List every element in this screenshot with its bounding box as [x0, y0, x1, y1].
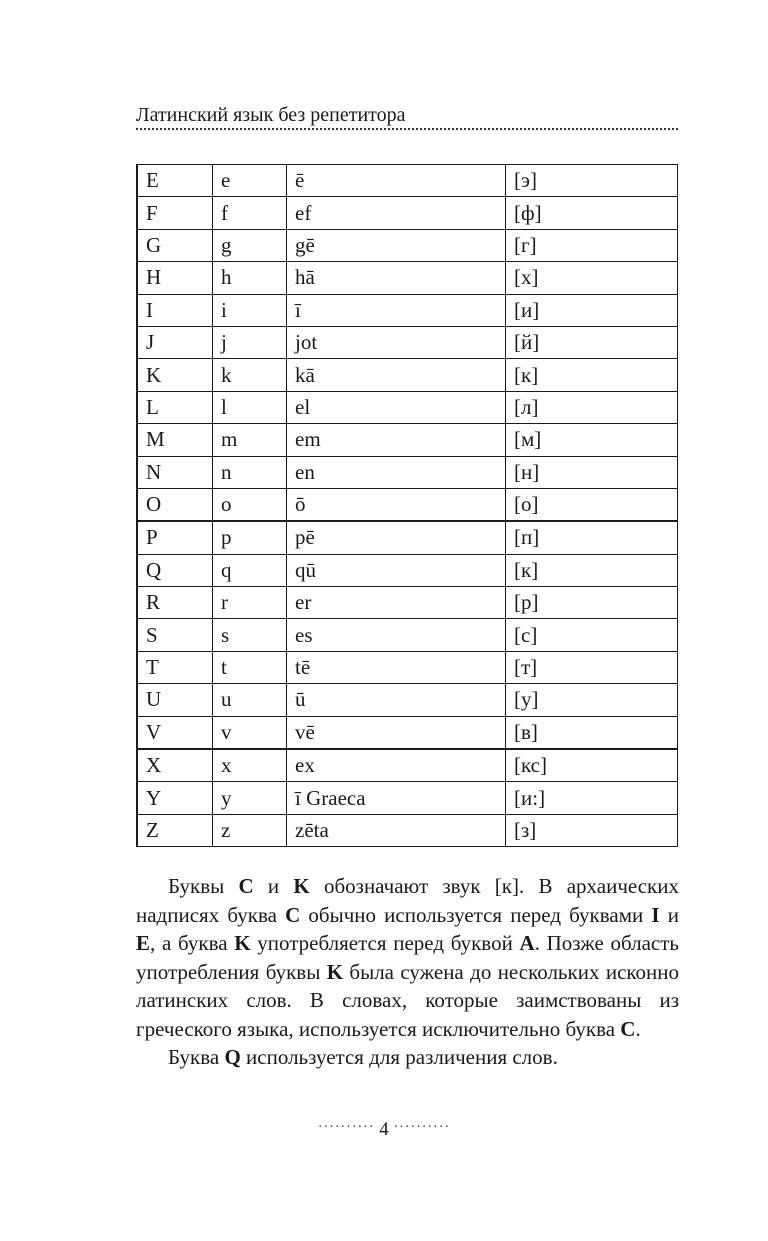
lowercase-letter-cell: n: [213, 456, 287, 488]
pronunciation-cell: [э]: [506, 165, 678, 197]
table-row: [137, 456, 678, 488]
uppercase-letter-cell: Z: [137, 814, 213, 846]
table-row: [137, 521, 678, 554]
table-row: [137, 554, 678, 586]
text-run: используется для различения слов.: [240, 1045, 558, 1069]
table-row: [137, 782, 678, 814]
bold-letter: C: [238, 874, 254, 898]
paragraph-letter-q: [136, 1043, 679, 1072]
uppercase-letter-cell: T: [137, 651, 213, 683]
page-footer: [0, 1116, 768, 1142]
uppercase-letter-cell: X: [137, 749, 213, 782]
uppercase-letter-cell: V: [137, 716, 213, 749]
table-row: [137, 165, 678, 197]
table-row: [137, 262, 678, 294]
pronunciation-cell: [и]: [506, 294, 678, 326]
lowercase-letter-cell: j: [213, 326, 287, 358]
pronunciation-cell: [у]: [506, 684, 678, 716]
uppercase-letter-cell: U: [137, 684, 213, 716]
bold-letter: I: [651, 902, 660, 927]
uppercase-letter-cell: L: [137, 391, 213, 423]
bold-letter: A: [519, 931, 535, 955]
pronunciation-cell: [п]: [506, 521, 678, 554]
lowercase-letter-cell: f: [213, 197, 287, 229]
bold-letter: K: [234, 931, 251, 955]
uppercase-letter-cell: G: [137, 229, 213, 261]
pronunciation-cell: [з]: [506, 814, 678, 846]
letter-name-cell: ī Graeca: [287, 782, 506, 814]
letter-name-cell: ū: [287, 684, 506, 716]
table-row: [137, 359, 678, 391]
letter-name-cell: kā: [287, 359, 506, 391]
uppercase-letter-cell: S: [137, 619, 213, 651]
uppercase-letter-cell: K: [137, 359, 213, 391]
lowercase-letter-cell: g: [213, 229, 287, 261]
table-row: [137, 651, 678, 683]
lowercase-letter-cell: h: [213, 262, 287, 294]
pronunciation-cell: [к]: [506, 554, 678, 586]
text-run: употребляется перед буквой: [250, 931, 520, 955]
lowercase-letter-cell: x: [213, 749, 287, 782]
uppercase-letter-cell: E: [137, 165, 213, 197]
uppercase-letter-cell: F: [137, 197, 213, 229]
letter-name-cell: em: [287, 424, 506, 456]
text-run: .: [635, 1016, 641, 1041]
pronunciation-cell: [г]: [506, 229, 678, 261]
pronunciation-cell: [н]: [506, 456, 678, 488]
lowercase-letter-cell: o: [213, 488, 287, 521]
letter-name-cell: ō: [287, 488, 506, 521]
uppercase-letter-cell: Q: [137, 554, 213, 586]
alphabet-table: [136, 164, 678, 847]
uppercase-letter-cell: H: [137, 262, 213, 294]
letter-name-cell: el: [287, 391, 506, 423]
letter-name-cell: tē: [287, 651, 506, 683]
bold-letter: C: [620, 1016, 636, 1041]
table-row: [137, 391, 678, 423]
text-run: и: [659, 902, 679, 927]
pronunciation-cell: [т]: [506, 651, 678, 683]
pronunciation-cell: [кс]: [506, 749, 678, 782]
bold-letter: K: [326, 959, 344, 984]
lowercase-letter-cell: z: [213, 814, 287, 846]
letter-name-cell: hā: [287, 262, 506, 294]
lowercase-letter-cell: k: [213, 359, 287, 391]
letter-name-cell: vē: [287, 716, 506, 749]
lowercase-letter-cell: m: [213, 424, 287, 456]
footer-dots-left: ··········: [317, 1120, 375, 1135]
uppercase-letter-cell: M: [137, 424, 213, 456]
uppercase-letter-cell: N: [137, 456, 213, 488]
table-row: [137, 326, 678, 358]
uppercase-letter-cell: O: [137, 488, 213, 521]
uppercase-letter-cell: Y: [137, 782, 213, 814]
pronunciation-cell: [й]: [506, 326, 678, 358]
bold-letter: E: [136, 931, 151, 955]
text-run: обозначают звук [к]. В архаических надписях буква: [136, 874, 679, 927]
letter-name-cell: zēta: [287, 814, 506, 846]
pronunciation-cell: [и:]: [506, 782, 678, 814]
bold-letter: K: [293, 874, 310, 898]
text-run: . Позже область употребления буквы: [136, 931, 680, 984]
lowercase-letter-cell: y: [213, 782, 287, 814]
letter-name-cell: gē: [287, 229, 506, 261]
table-row: [137, 749, 678, 782]
letter-name-cell: er: [287, 587, 506, 619]
pronunciation-cell: [о]: [506, 488, 678, 521]
lowercase-letter-cell: v: [213, 716, 287, 749]
table-row: [137, 716, 678, 749]
letter-name-cell: jot: [287, 326, 506, 358]
letter-name-cell: pē: [287, 521, 506, 554]
uppercase-letter-cell: R: [137, 587, 213, 619]
table-row: [137, 619, 678, 651]
lowercase-letter-cell: e: [213, 165, 287, 197]
lowercase-letter-cell: s: [213, 619, 287, 651]
text-run: обычно используется перед буквами: [300, 902, 652, 927]
paragraph-letters-c-k: [136, 872, 679, 1043]
table-row: [137, 294, 678, 326]
lowercase-letter-cell: p: [213, 521, 287, 554]
table-row: [137, 229, 678, 261]
running-header: Латинский язык без репетитора: [136, 104, 406, 126]
pronunciation-cell: [х]: [506, 262, 678, 294]
alphabet-table-body: [137, 165, 678, 847]
letter-name-cell: en: [287, 456, 506, 488]
pronunciation-cell: [с]: [506, 619, 678, 651]
footer-dots-right: ··········: [393, 1120, 451, 1135]
pronunciation-cell: [м]: [506, 424, 678, 456]
text-run: Буквы: [168, 874, 239, 898]
letter-name-cell: es: [287, 619, 506, 651]
letter-name-cell: ef: [287, 197, 506, 229]
bold-letter: C: [285, 902, 301, 927]
lowercase-letter-cell: u: [213, 684, 287, 716]
lowercase-letter-cell: t: [213, 651, 287, 683]
pronunciation-cell: [л]: [506, 391, 678, 423]
table-row: [137, 587, 678, 619]
table-row: [137, 197, 678, 229]
bold-letter: Q: [224, 1045, 241, 1069]
text-run: , а буква: [150, 931, 235, 955]
uppercase-letter-cell: I: [137, 294, 213, 326]
letter-name-cell: qū: [287, 554, 506, 586]
lowercase-letter-cell: l: [213, 391, 287, 423]
alphabet-table-container: [136, 164, 678, 847]
uppercase-letter-cell: J: [137, 326, 213, 358]
header-dotted-rule: [136, 128, 678, 130]
pronunciation-cell: [ф]: [506, 197, 678, 229]
table-row: [137, 424, 678, 456]
lowercase-letter-cell: q: [213, 554, 287, 586]
letter-name-cell: ex: [287, 749, 506, 782]
letter-name-cell: ē: [287, 165, 506, 197]
pronunciation-cell: [к]: [506, 359, 678, 391]
pronunciation-cell: [р]: [506, 587, 678, 619]
table-row: [137, 488, 678, 521]
text-run: и: [253, 874, 294, 898]
pronunciation-cell: [в]: [506, 716, 678, 749]
uppercase-letter-cell: P: [137, 521, 213, 554]
letter-name-cell: ī: [287, 294, 506, 326]
page-number: 4: [379, 1119, 389, 1140]
lowercase-letter-cell: i: [213, 294, 287, 326]
lowercase-letter-cell: r: [213, 587, 287, 619]
table-row: [137, 684, 678, 716]
text-run: Буква: [168, 1045, 225, 1069]
text-run: была сужена до нескольких исконно латинских слов. В словах, которые заимствованы из греческого языка, используется исключительно буква: [136, 959, 679, 1041]
body-text: [136, 872, 679, 1072]
table-row: [137, 814, 678, 846]
